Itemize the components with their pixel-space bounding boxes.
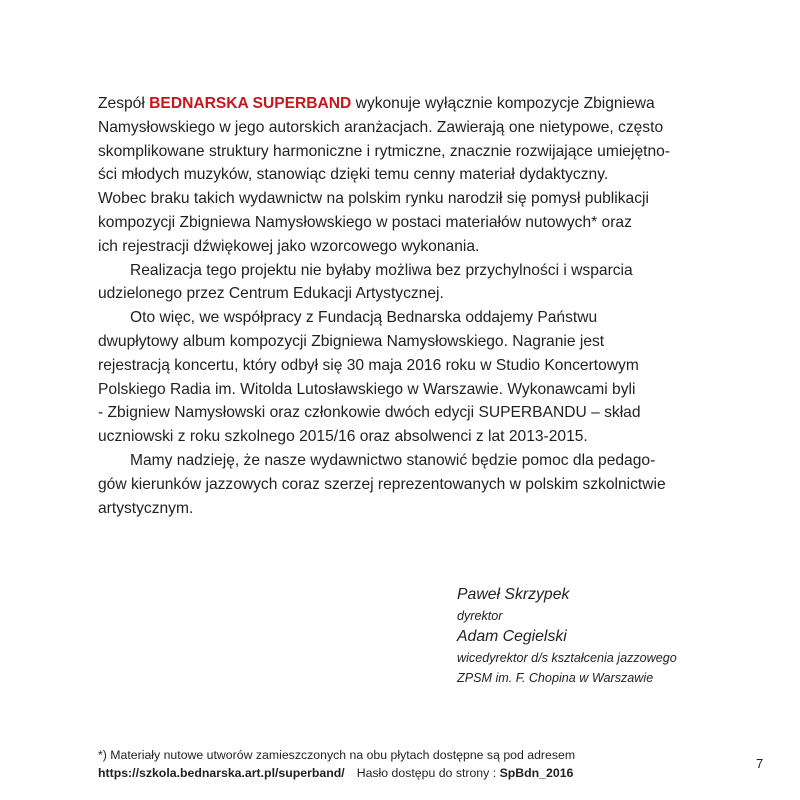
signatory-institution: ZPSM im. F. Chopina w Warszawie — [457, 671, 654, 685]
body-line: kompozycji Zbigniewa Namysłowskiego w postaci materiałów nutowych* oraz — [98, 213, 632, 231]
body-line: Realizacja tego projektu nie byłaby możliwa bez przychylności i wsparcia — [130, 261, 633, 279]
body-line: uczniowski z roku szkolnego 2015/16 oraz absolwenci z lat 2013-2015. — [98, 428, 588, 446]
body-line-prefix: Zespół — [98, 95, 145, 112]
body-line: Mamy nadzieję, że nasze wydawnictwo stanowić będzie pomoc dla pedago- — [130, 451, 656, 469]
brand-name: BEDNARSKA SUPERBAND — [149, 95, 352, 112]
body-line: Polskiego Radia im. Witolda Lutosławskiego w Warszawie. Wykonawcami byli — [98, 380, 636, 398]
body-line — [98, 92, 718, 116]
signatory-role: dyrektor — [457, 609, 503, 623]
footnote-url-link[interactable]: https://szkola.bednarska.art.pl/superband/ — [98, 766, 345, 780]
body-line: Oto więc, we współpracy z Fundacją Bednarska oddajemy Państwu — [130, 309, 598, 327]
body-line-suffix: wykonuje wyłącznie kompozycje Zbigniewa — [355, 95, 655, 112]
body-line: dwupłytowy album kompozycji Zbigniewa Namysłowskiego. Nagranie jest — [98, 332, 605, 350]
body-line: artystycznym. — [98, 499, 194, 517]
page-number: 7 — [756, 756, 764, 771]
body-line: skomplikowane struktury harmoniczne i rytmiczne, znacznie rozwijające umiejętno- — [98, 142, 670, 160]
body-line: Namysłowskiego w jego autorskich aranżacjach. Zawierają one nietypowe, często — [98, 118, 664, 136]
main-text — [98, 92, 718, 520]
password-value: SpBdn_2016 — [499, 766, 574, 780]
signatory-name: Paweł Skrzypek — [457, 586, 570, 603]
body-line: udzielonego przez Centrum Edukacji Artystycznej. — [98, 285, 444, 303]
password-label: Hasło dostępu do strony : — [356, 766, 497, 780]
body-line: gów kierunków jazzowych coraz szerzej reprezentowanych w polskim szkolnictwie — [98, 475, 666, 493]
signature-block — [457, 584, 757, 688]
signatory-role: wicedyrektor d/s kształcenia jazzowego — [457, 651, 677, 665]
footnote — [98, 746, 718, 782]
footnote-access-line — [98, 764, 718, 782]
body-line: - Zbigniew Namysłowski oraz członkowie dwóch edycji SUPERBANDU – skład — [98, 404, 641, 422]
body-line: ich rejestracji dźwiękowej jako wzorcowego wykonania. — [98, 237, 480, 255]
signatory-name: Adam Cegielski — [457, 628, 567, 645]
body-line: ści młodych muzyków, stanowiąc dzięki temu cenny materiał dydaktyczny. — [98, 166, 609, 184]
body-line: rejestracją koncertu, który odbył się 30 maja 2016 roku w Studio Koncertowym — [98, 356, 639, 374]
footnote-text: *) Materiały nutowe utworów zamieszczonych na obu płytach dostępne są pod adresem — [98, 748, 576, 762]
body-line: Wobec braku takich wydawnictw na polskim rynku narodził się pomysł publikacji — [98, 190, 649, 208]
